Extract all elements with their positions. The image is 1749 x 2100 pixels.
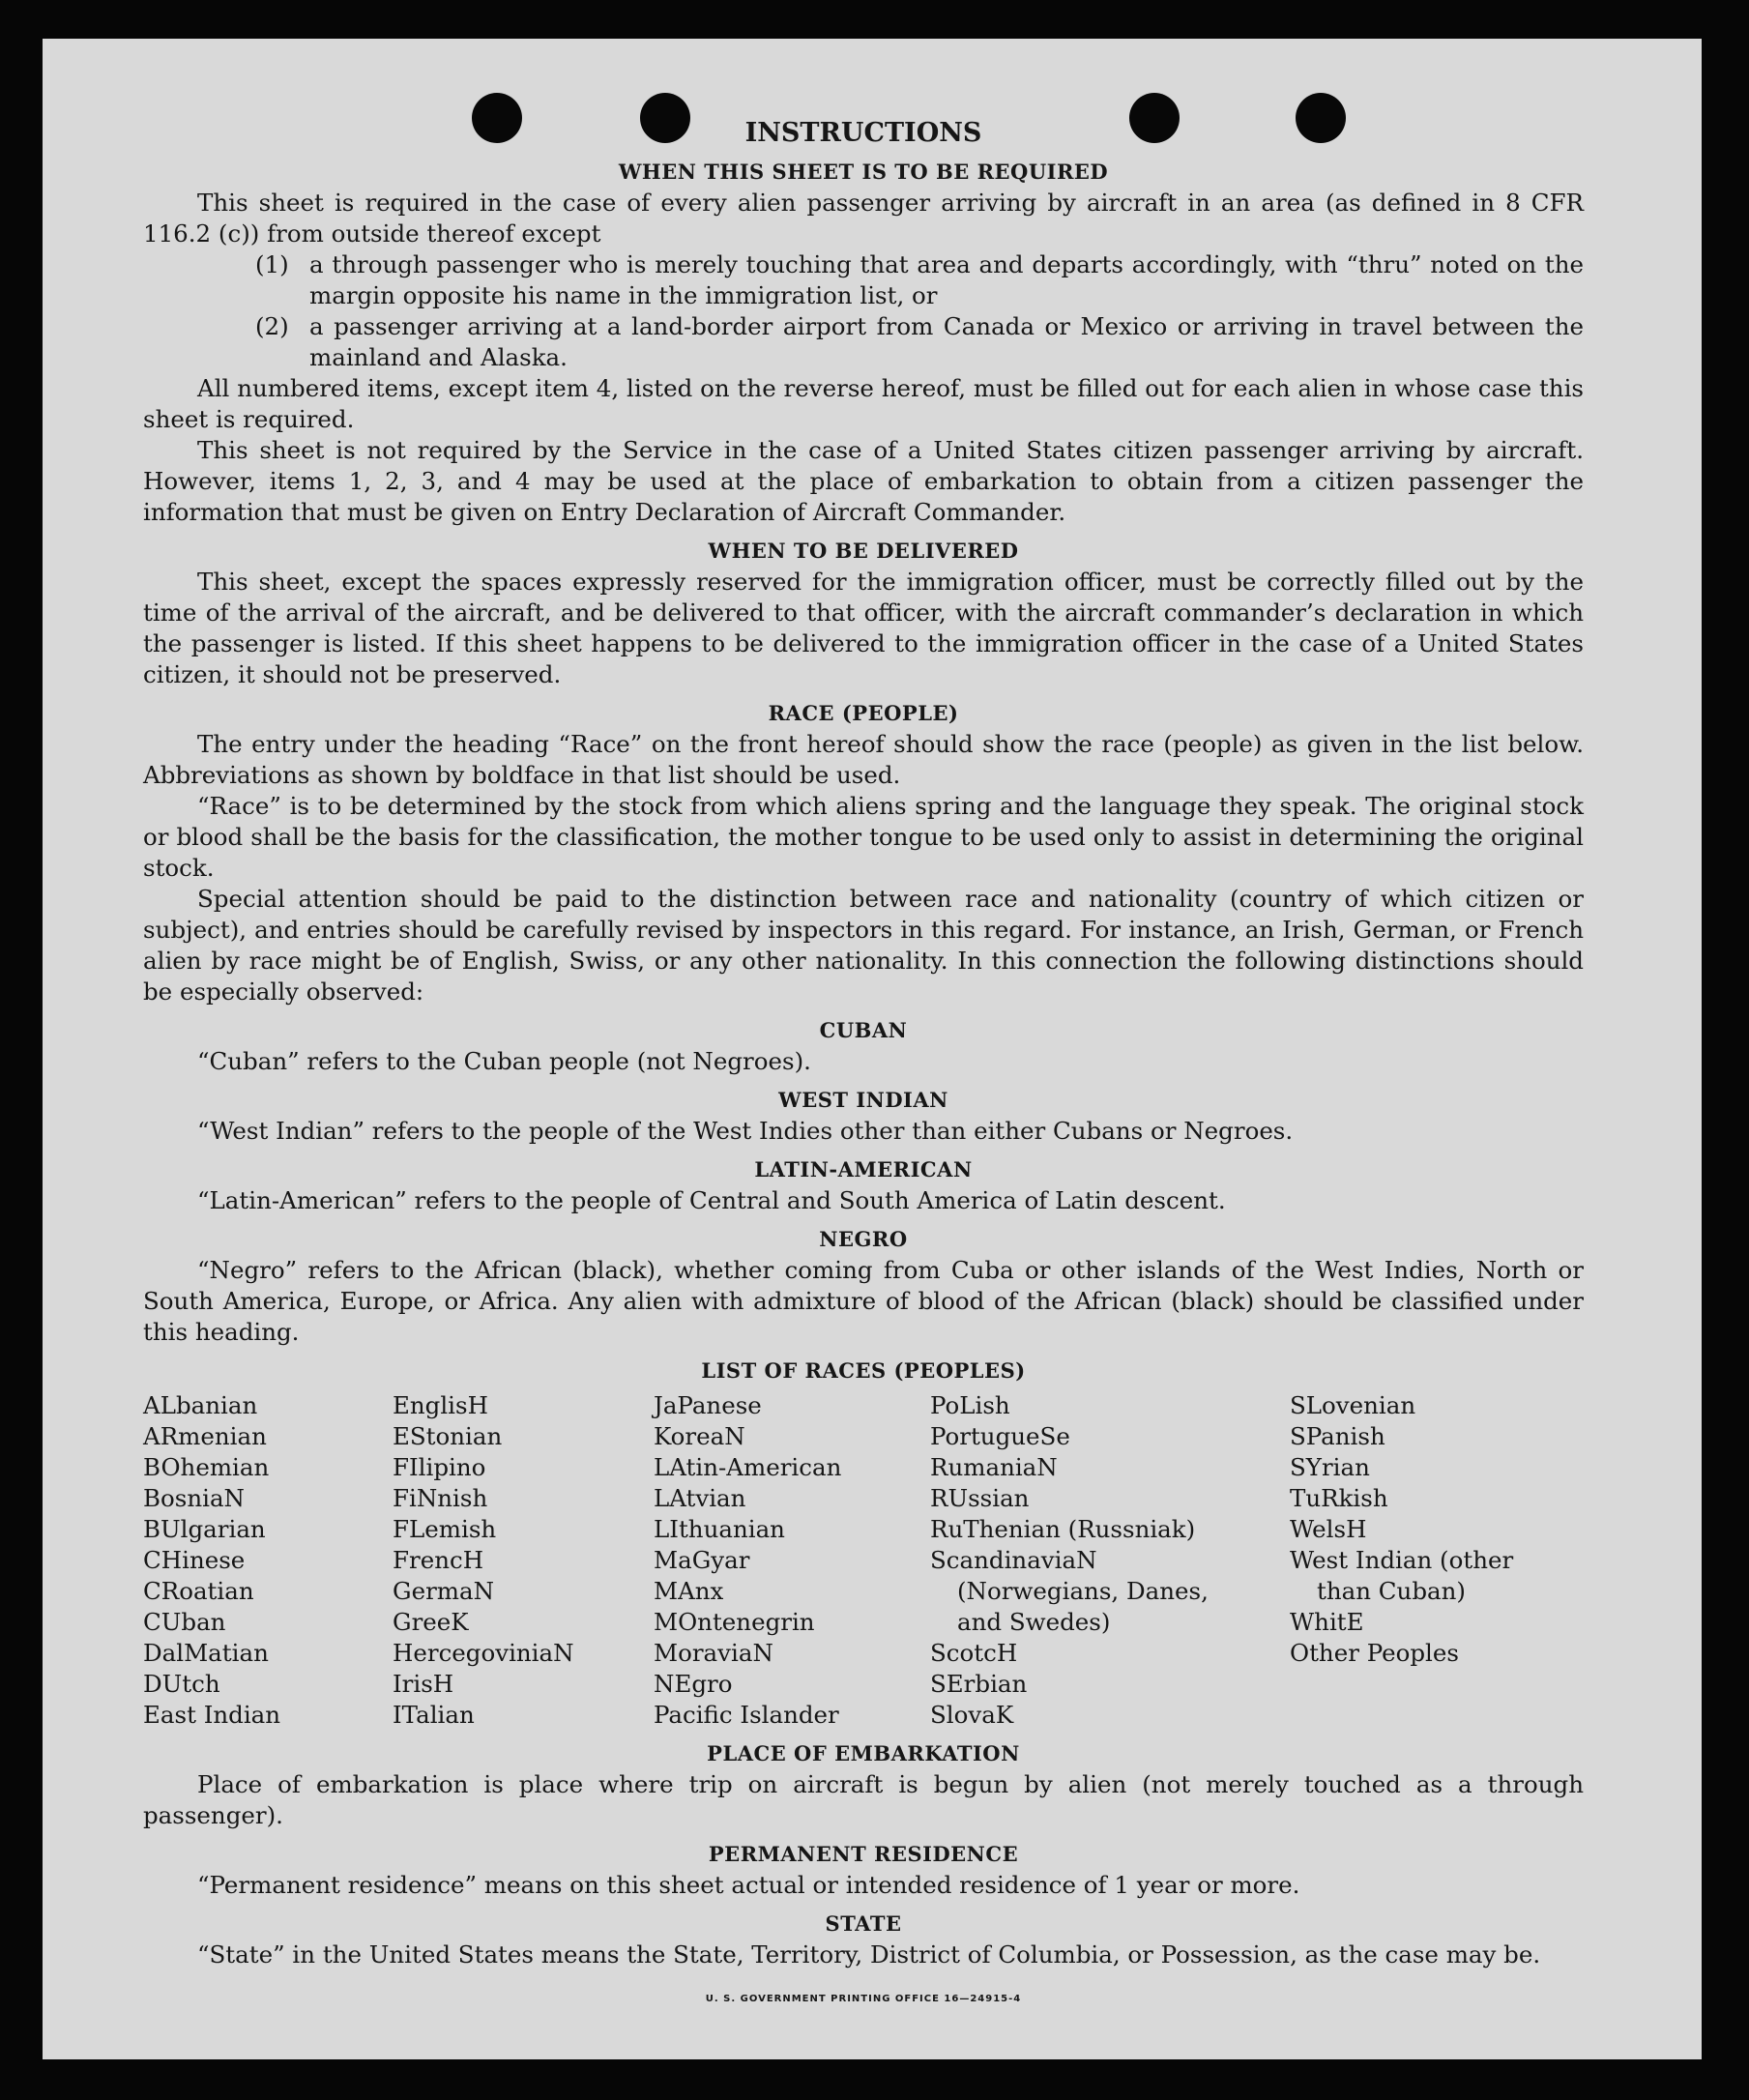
place-of-embarkation-text: Place of embarkation is place where trip on aircraft is begun by alien (not merely touched as a through passenger). (143, 1770, 1584, 1829)
race-entry: NEgro (654, 1670, 733, 1698)
race-entry: GreeK (393, 1608, 469, 1636)
exception-number: (1) (255, 250, 289, 278)
state-text: “State” in the United States means the State, Territory, District of Columbia, or Possession, as the case may be. (197, 1940, 1541, 1969)
race-entry: RumaniaN (930, 1453, 1058, 1481)
section-heading-list-of-races: LIST OF RACES (PEOPLES) (701, 1358, 1026, 1383)
race-entry: Other Peoples (1290, 1639, 1459, 1667)
race-entry: DalMatian (143, 1639, 269, 1667)
race-entry: WelsH (1290, 1515, 1367, 1543)
race-entry: Pacific Islander (654, 1701, 839, 1729)
exception-text: a through passenger who is merely touching that area and departs accordingly, with “thru” noted on the margin opposite his name in the immigration list, or (309, 250, 1584, 309)
race-entry: PoLish (930, 1391, 1010, 1419)
exception-item (255, 311, 1584, 373)
section-heading-place-of-embarkation: PLACE OF EMBARKATION (707, 1741, 1020, 1765)
west-indian-text: “West Indian” refers to the people of the West Indies other than either Cubans or Negroes. (197, 1117, 1294, 1145)
when-delivered-text: This sheet, except the spaces expressly reserved for the immigration officer, must be correctly filled out by the time of the arrival of the aircraft, and be delivered to that officer, with the aircraft commander’s declaration in which the passenger is listed. If this sheet happens to be delivered to the immigration officer in the case of a United States citizen, it should not be preserved. (143, 568, 1584, 688)
race-entry: DUtch (143, 1670, 220, 1698)
latin-american-text: “Latin-American” refers to the people of Central and South America of Latin descent. (197, 1186, 1226, 1214)
race-entry: JaPanese (654, 1391, 762, 1419)
race-entry: PortugueSe (930, 1422, 1070, 1450)
section-heading-west-indian: WEST INDIAN (778, 1088, 948, 1112)
race-entry: CRoatian (143, 1577, 254, 1605)
instructions-content (143, 118, 1584, 2015)
race-para2: “Race” is to be determined by the stock from which aliens spring and the language they speak. The original stock or blood shall be the basis for the classification, the mother tongue to be used only to assist in determining the original stock. (143, 792, 1584, 882)
cuban-text: “Cuban” refers to the Cuban people (not Negroes). (197, 1047, 811, 1075)
race-entry: ITalian (393, 1701, 475, 1729)
race-entry: ALbanian (143, 1391, 258, 1419)
section-heading-when-delivered: WHEN TO BE DELIVERED (708, 539, 1019, 563)
exception-number: (2) (255, 312, 289, 340)
when-required-intro: This sheet is required in the case of every alien passenger arriving by aircraft in an area (as defined in 8 CFR 116.2 (c)) from outside thereof except (143, 189, 1584, 248)
race-entry: ScandinaviaN (Norwegians, Danes, and Swedes) (930, 1546, 1209, 1636)
race-entry: SErbian (930, 1670, 1028, 1698)
races-column (393, 1390, 654, 1731)
page-title: INSTRUCTIONS (744, 118, 982, 148)
race-entry: FIlipino (393, 1453, 486, 1481)
race-entry: KoreaN (654, 1422, 745, 1450)
race-entry: BosniaN (143, 1484, 245, 1512)
race-entry: HercegoviniaN (393, 1639, 574, 1667)
race-entry: LAtvian (654, 1484, 746, 1512)
printing-office-imprint: U. S. GOVERNMENT PRINTING OFFICE 16—24915-4 (705, 1994, 1022, 2004)
section-heading-cuban: CUBAN (819, 1018, 908, 1042)
race-entry: WhitE (1290, 1608, 1364, 1636)
races-column (930, 1390, 1220, 1731)
races-column (1290, 1390, 1570, 1731)
section-heading-race: RACE (PEOPLE) (768, 701, 959, 725)
section-heading-state: STATE (825, 1911, 902, 1936)
races-list (143, 1390, 1584, 1731)
race-entry: BOhemian (143, 1453, 270, 1481)
race-entry: TuRkish (1290, 1484, 1388, 1512)
race-entry: MOntenegrin (654, 1608, 815, 1636)
section-heading-negro: NEGRO (819, 1227, 908, 1251)
races-column (654, 1390, 930, 1731)
section-heading-permanent-residence: PERMANENT RESIDENCE (708, 1842, 1019, 1866)
race-entry: EnglisH (393, 1391, 488, 1419)
race-entry: East Indian (143, 1701, 281, 1729)
race-entry: MaGyar (654, 1546, 750, 1574)
section-heading-latin-american: LATIN-AMERICAN (754, 1157, 973, 1181)
race-entry: RuThenian (Russniak) (930, 1515, 1196, 1543)
race-entry: ScotcH (930, 1639, 1018, 1667)
race-entry: MAnx (654, 1577, 724, 1605)
race-entry: West Indian (other than Cuban) (1290, 1546, 1514, 1605)
race-entry: SlovaK (930, 1701, 1014, 1729)
exception-text: a passenger arriving at a land-border airport from Canada or Mexico or arriving in travel between the mainland and Alaska. (309, 312, 1584, 371)
races-column (143, 1390, 393, 1731)
race-para3: Special attention should be paid to the distinction between race and nationality (country of which citizen or subject), and entries should be carefully revised by inspectors in this regard. For instance, an Irish, German, or French alien by race might be of English, Swiss, or any other nationality. In this connection the following distinctions should be especially observed: (143, 885, 1584, 1006)
race-entry: SPanish (1290, 1422, 1385, 1450)
race-entry: FrencH (393, 1546, 484, 1574)
race-entry: SLovenian (1290, 1391, 1416, 1419)
race-entry: FiNnish (393, 1484, 488, 1512)
race-entry: CUban (143, 1608, 226, 1636)
race-entry: LIthuanian (654, 1515, 785, 1543)
permanent-residence-text: “Permanent residence” means on this sheet actual or intended residence of 1 year or more. (197, 1871, 1300, 1899)
race-entry: SYrian (1290, 1453, 1370, 1481)
race-entry: RUssian (930, 1484, 1030, 1512)
race-entry: MoraviaN (654, 1639, 773, 1667)
when-required-para3: This sheet is not required by the Service in the case of a United States citizen passenger arriving by aircraft. However, items 1, 2, 3, and 4 may be used at the place of embarkation to obtain from a citizen passenger the information that must be given on Entry Declaration of Aircraft Commander. (143, 436, 1584, 526)
race-entry: ARmenian (143, 1422, 267, 1450)
negro-text: “Negro” refers to the African (black), whether coming from Cuba or other islands of the West Indies, North or South America, Europe, or Africa. Any alien with admixture of blood of the African (black) should be classified under this heading. (143, 1256, 1584, 1346)
document-sheet (43, 39, 1702, 2059)
race-entry: GermaN (393, 1577, 495, 1605)
race-entry: FLemish (393, 1515, 497, 1543)
exception-item (255, 249, 1584, 311)
race-entry: LAtin-American (654, 1453, 842, 1481)
race-entry: EStonian (393, 1422, 503, 1450)
section-heading-when-required: WHEN THIS SHEET IS TO BE REQUIRED (618, 160, 1109, 184)
race-entry: CHinese (143, 1546, 246, 1574)
race-entry: BUlgarian (143, 1515, 266, 1543)
race-entry: IrisH (393, 1670, 454, 1698)
race-para1: The entry under the heading “Race” on the front hereof should show the race (people) as given in the list below. Abbreviations as shown by boldface in that list should be used. (143, 730, 1584, 789)
when-required-para2: All numbered items, except item 4, listed on the reverse hereof, must be filled out for each alien in whose case this sheet is required. (143, 374, 1584, 433)
